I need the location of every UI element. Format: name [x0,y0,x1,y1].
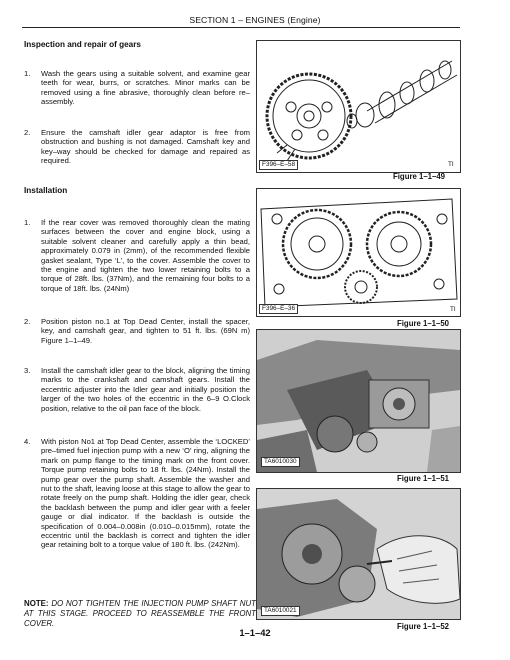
inspection-step-2 [24,128,250,166]
figure-camshaft-gear [256,40,461,173]
installation-step-4 [24,437,250,550]
note-text: DO NOT TIGHTEN THE INJECTION PUMP SHAFT NUT AT THIS STAGE. PROCEED TO REASSEMBLE THE FRONT COVER. [24,599,256,628]
figure-code: F396–E–36 [259,304,298,314]
figure-mark: TI [450,306,456,313]
timing-gears-illustration [257,189,460,316]
step-text: Wash the gears using a suitable solvent, and examine gear teeth for wear, burrs, or scratches. Minor marks can be removed using a fine abrasive, thoroughly clean before re–assembly. [41,69,250,107]
step-number: 4. [24,437,31,446]
step-number: 3. [24,366,31,375]
installation-step-1 [24,218,250,293]
step-number: 1. [24,218,31,227]
inspection-heading: Inspection and repair of gears [24,40,141,49]
figure-backlash-check [256,488,461,620]
step-text: With piston No1 at Top Dead Center, assemble the ‘LOCKED’ pre–timed fuel injection pump with a new ‘O’ ring, aligning the mark on pump flange to the timing mark on the front cover. Torque pump retaining bolts to 18 ft. lbs. (24Nm). Install the pump gear over the pump shaft. Assemble the washer and nut to the shaft, leaving loose at this stage to allow the gear to rotate freely on the pump shaft. Holding the idler gear, check the backlash between the pump and idler gear with a feeler gauge or dial indicator. If the backlash is outside the specification of 0.004–0.008in (0.010–0.015mm), rotate the eccentric until the backlash is correct and tighten the idler gear retaining bolt to a torque value of 180 ft. lbs. (242Nm). [41,437,250,550]
installation-heading: Installation [24,186,68,195]
step-number: 2. [24,128,31,137]
inspection-step-1 [24,69,250,107]
figure-code: F396–E–58 [259,160,298,170]
figure-caption: Figure 1–1–50 [397,319,450,328]
step-text: Ensure the camshaft idler gear adaptor is free from obstruction and bushing is not damaged. Camshaft key and key–way should be checked for damage and repaired as required. [41,128,250,166]
installation-step-2 [24,317,250,345]
camshaft-illustration [257,41,460,172]
figure-caption: Figure 1–1–52 [397,622,450,631]
installation-step-3 [24,366,250,413]
page-number: 1–1–42 [239,627,271,638]
figure-mark: TI [448,161,454,168]
section-header: SECTION 1 – ENGINES (Engine) [189,15,321,25]
figure-code: TA6010021 [261,606,300,616]
figure-caption: Figure 1–1–49 [393,172,446,181]
note-label: NOTE: [24,599,49,608]
step-text: Install the camshaft idler gear to the block, aligning the timing marks to the crankshaft and camshaft gears. Install the eccentric adjuster into the Idler gear and initially position the larger of the two holes of the eccentric in the 6–9 O.Clock position, relative to the oil pan face of the block. [41,366,250,413]
step-text: Position piston no.1 at Top Dead Center, install the spacer, key, and camshaft gear, and tighten to 51 ft. lbs. (69N m) Figure 1–1–49. [41,317,250,345]
step-number: 1. [24,69,31,78]
figure-code: TA6010030 [261,457,300,467]
warning-note [24,599,256,629]
figure-caption: Figure 1–1–51 [397,474,450,483]
backlash-check-photo [257,489,460,619]
figure-injection-pump [256,329,461,473]
step-text: If the rear cover was removed thoroughly clean the mating surfaces between the cover and engine block, using a suitable solvent cleaner and carefully apply a thin bead, approximately 0.079 in (2mm), of the recommended flexible gasket sealant, Type ‘L’, to the cover. Assemble the cover to the engine and tighten the two lower retaining bolts to a torque of 28ft. lbs. (37Nm), and the remaining four bolts to a torque of 18ft. lbs. (24Nm) [41,218,250,293]
step-number: 2. [24,317,31,326]
header-rule [22,27,460,28]
injection-pump-photo [257,330,460,472]
figure-timing-gears [256,188,461,317]
